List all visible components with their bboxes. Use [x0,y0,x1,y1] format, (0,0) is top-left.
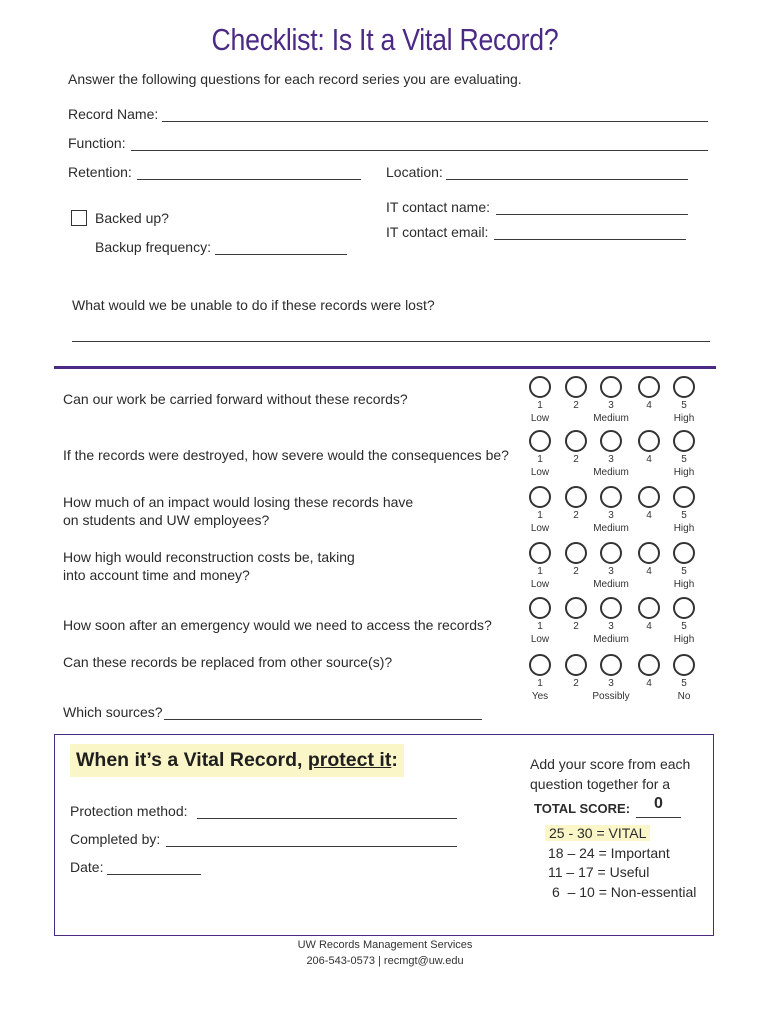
scale-label: High [673,523,695,534]
page-title: Checklist: Is It a Vital Record? [211,22,559,57]
instructions: Answer the following questions for each record series you are evaluating. [68,71,522,87]
scale-label: Possibly [592,691,630,702]
backed-up-checkbox[interactable] [71,210,87,226]
backup-frequency-label: Backup frequency: [95,239,211,255]
rating-number: 3 [608,566,614,577]
it-contact-name-field[interactable] [496,214,688,215]
rating-number: 4 [646,566,652,577]
rating-option-3[interactable] [600,376,622,398]
scale-label: Low [530,467,550,478]
scale-label: Low [530,413,550,424]
rating-option-5[interactable] [673,486,695,508]
total-score-label: TOTAL SCORE: [534,801,631,816]
score-range-vital: 25 - 30 = VITAL [545,825,650,841]
question-text: How high would reconstruction costs be, taking [63,549,355,565]
scale-label: High [673,467,695,478]
scale-label: Medium [593,467,629,478]
loss-answer-field[interactable] [72,341,710,342]
scale-label: High [673,579,695,590]
score-range-nonessential: 6 – 10 = Non-essential [552,884,697,900]
score-instructions-1: Add your score from each [530,756,691,772]
rating-option-2[interactable] [565,542,587,564]
rating-option-1[interactable] [529,486,551,508]
rating-option-3[interactable] [600,542,622,564]
rating-option-4[interactable] [638,376,660,398]
location-field[interactable] [446,179,688,180]
rating-number: 2 [573,400,579,411]
rating-number: 2 [573,678,579,689]
rating-option-5[interactable] [673,430,695,452]
rating-number: 3 [608,510,614,521]
rating-number: 3 [608,678,614,689]
rating-number: 2 [573,621,579,632]
backup-frequency-field[interactable] [215,254,347,255]
rating-number: 4 [646,621,652,632]
vital-heading-link: protect it [307,749,392,771]
record-name-field[interactable] [162,121,708,122]
scale-label: Low [530,634,550,645]
it-contact-name-label: IT contact name: [386,199,491,215]
rating-option-5[interactable] [673,376,695,398]
total-score-underline [636,817,681,818]
rating-option-1[interactable] [529,654,551,676]
loss-question: What would we be unable to do if these records were lost? [72,297,435,313]
protection-method-label: Protection method: [70,803,188,819]
score-range-important: 18 – 24 = Important [548,845,670,861]
rating-number: 5 [681,400,687,411]
rating-number: 5 [681,454,687,465]
footer-org: UW Records Management Services [297,939,473,951]
completed-by-field[interactable] [166,846,457,847]
rating-number: 4 [646,510,652,521]
score-range-useful: 11 – 17 = Useful [548,864,650,880]
scale-label: Yes [531,691,549,702]
which-sources-field[interactable] [164,719,482,720]
vital-record-heading [70,744,404,777]
footer-contact: 206-543-0573 | recmgt@uw.edu [306,955,464,967]
rating-option-5[interactable] [673,654,695,676]
function-label: Function: [68,135,126,151]
rating-number: 4 [646,678,652,689]
rating-option-1[interactable] [529,542,551,564]
rating-option-3[interactable] [600,430,622,452]
rating-option-1[interactable] [529,597,551,619]
question-text: How soon after an emergency would we need to access the records? [63,617,492,633]
scale-label: No [677,691,691,702]
question-text: on students and UW employees? [63,512,270,528]
vital-heading-prefix: When it’s a Vital Record, [76,749,308,771]
rating-option-2[interactable] [565,597,587,619]
scale-label: Medium [593,634,629,645]
rating-option-1[interactable] [529,430,551,452]
rating-number: 1 [537,454,543,465]
rating-option-5[interactable] [673,597,695,619]
backed-up-label: Backed up? [95,210,169,226]
scale-label: Medium [593,413,629,424]
rating-option-3[interactable] [600,486,622,508]
question-text: If the records were destroyed, how severe would the consequences be? [63,447,509,463]
function-field[interactable] [131,150,708,151]
record-name-label: Record Name: [68,106,159,122]
scale-label: Low [530,579,550,590]
scale-label: Medium [593,579,629,590]
rating-option-1[interactable] [529,376,551,398]
rating-number: 2 [573,454,579,465]
rating-number: 3 [608,621,614,632]
date-label: Date: [70,859,104,875]
retention-label: Retention: [68,164,132,180]
rating-option-5[interactable] [673,542,695,564]
total-score-value: 0 [654,795,663,812]
question-text: How much of an impact would losing these records have [63,494,414,510]
protection-method-field[interactable] [197,818,457,819]
rating-number: 5 [681,678,687,689]
score-instructions-2: question together for a [530,776,671,792]
vital-heading-suffix: : [391,749,398,771]
question-text: Can our work be carried forward without these records? [63,391,408,407]
rating-number: 5 [681,510,687,521]
rating-option-2[interactable] [565,376,587,398]
rating-number: 1 [537,566,543,577]
completed-by-label: Completed by: [70,831,161,847]
rating-option-4[interactable] [638,597,660,619]
question-text: Can these records be replaced from other source(s)? [63,654,393,670]
rating-number: 3 [608,454,614,465]
rating-number: 1 [537,678,543,689]
scale-label: High [673,634,695,645]
rating-number: 4 [646,400,652,411]
rating-number: 1 [537,510,543,521]
question-text: into account time and money? [63,567,250,583]
section-divider [54,366,716,369]
scale-label: Low [530,523,550,534]
rating-number: 1 [537,400,543,411]
scale-label: High [673,413,695,424]
rating-number: 1 [537,621,543,632]
rating-option-4[interactable] [638,654,660,676]
rating-number: 5 [681,621,687,632]
rating-option-4[interactable] [638,486,660,508]
location-label: Location: [386,164,443,180]
retention-field[interactable] [137,179,361,180]
rating-option-2[interactable] [565,486,587,508]
it-contact-email-field[interactable] [494,239,686,240]
rating-option-3[interactable] [600,654,622,676]
rating-number: 3 [608,400,614,411]
rating-number: 5 [681,566,687,577]
scale-label: Medium [593,523,629,534]
rating-option-4[interactable] [638,430,660,452]
which-sources-label: Which sources? [63,704,163,720]
rating-number: 2 [573,510,579,521]
rating-option-2[interactable] [565,654,587,676]
rating-number: 2 [573,566,579,577]
it-contact-email-label: IT contact email: [386,224,489,240]
rating-option-3[interactable] [600,597,622,619]
rating-number: 4 [646,454,652,465]
date-field[interactable] [107,874,201,875]
rating-option-2[interactable] [565,430,587,452]
rating-option-4[interactable] [638,542,660,564]
